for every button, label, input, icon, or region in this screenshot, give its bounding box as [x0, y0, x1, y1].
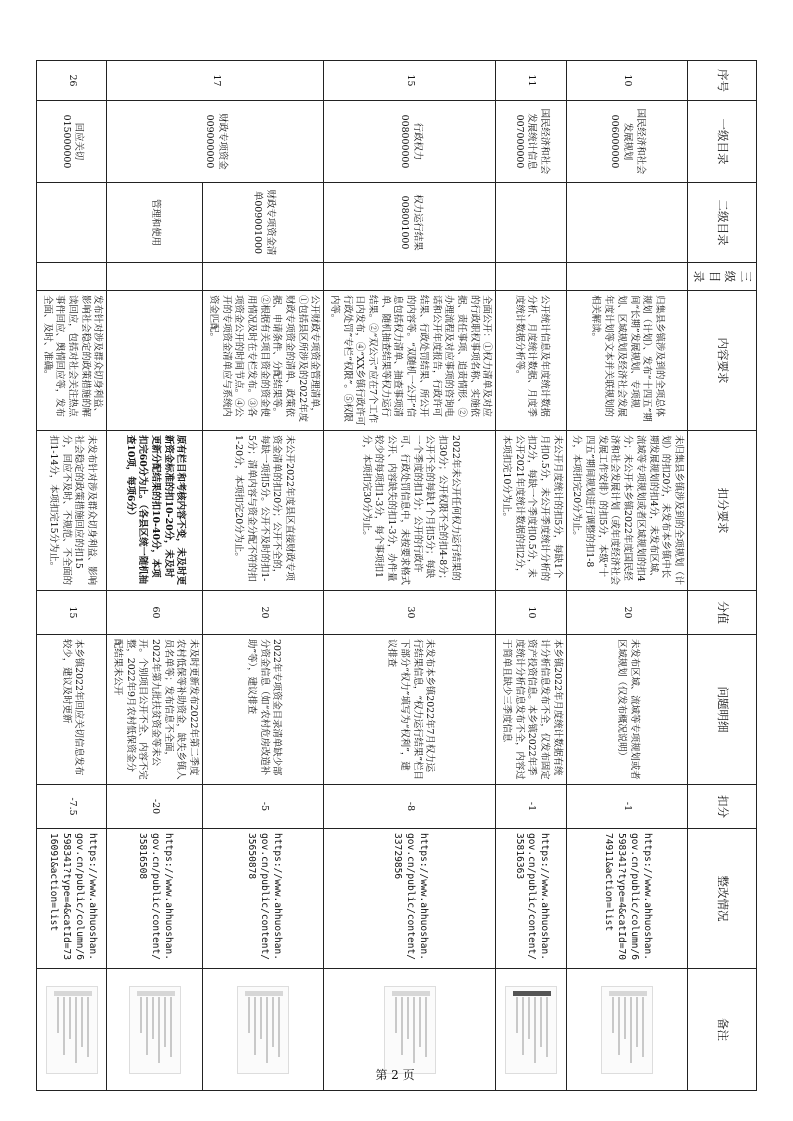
row-minus: -1 — [566, 785, 687, 829]
table-row — [496, 61, 566, 1091]
row-level3 — [107, 263, 203, 291]
header-row — [687, 61, 756, 1091]
header-note: 备注 — [687, 969, 756, 1091]
row-level2 — [36, 183, 106, 263]
row-level3 — [36, 263, 106, 291]
row-content: 归集县乡镇涉及到的全项总体规划（计划）、发布“十四五”期间“长期”发展规划、专项规划、区域规划及经济社会发展年度计划等文本并关联规划的相关解读。 — [566, 291, 687, 431]
row-issue: 未发布本乡镇2022年7月权力运行结果信息，“权力运行结果”栏目下部分“权力”填写为“权利”，建议排查 — [324, 635, 496, 785]
row-deduction: 未公开2022年度县区直接财政专项资金清单的扣20分；公开不全的，每缺一项扣5分。公开不及时的扣1-5分；清单内容与资金分配不符的扣1-20分，本项扣完20分为止。 — [203, 431, 324, 591]
assessment-table — [36, 60, 757, 1091]
row-issue: 2022年专项资金目录清单缺少部分资金信息（如“农村危房改造补助”等），建议排查 — [203, 635, 324, 785]
header-issue: 问题明细 — [687, 635, 756, 785]
screenshot-thumbnail — [601, 986, 653, 1074]
screenshot-thumbnail — [129, 986, 181, 1074]
screenshot-thumbnail — [384, 986, 436, 1074]
row-level2: 权力运行结果008001000 — [324, 183, 496, 263]
header-fix: 整改情况 — [687, 829, 756, 969]
row-level1: 国民经济和社会发展规划006000000 — [566, 101, 687, 183]
row-deduction: 未归集县乡镇涉及到的全项规划（计划）的扣20分，未发布本乡镇中长期发展规划的扣4分，未发布区域、流域等专项规划或者区域规划的扣4分；未公开本乡镇2022年度国民经济和社会发展计划（或年度经济社会发展工作安排）的扣5分，本级“十四五”期间规划进行调整的扣1-8分，本项扣完20分为止。 — [566, 431, 687, 591]
row-score: 10 — [496, 591, 566, 635]
row-level3 — [566, 263, 687, 291]
table-row — [203, 61, 324, 1091]
header-level2: 二级目录 — [687, 183, 756, 263]
row-minus: -5 — [203, 785, 324, 829]
row-score: 30 — [324, 591, 496, 635]
row-issue: 未发布区域、流域等专项规划或者区域规划（仅发布概况说明） — [566, 635, 687, 785]
row-issue: 未及时更新发布2022年第二季度农村低保等补助资金，缺失乡镇人员名单等；发布信息不全面，2022年第九批扶贫资金等未公开。个别项目公开不全、内容不完整，2022年9月农村低保资金分配结果未公开 — [107, 635, 203, 785]
row-note-thumbnail — [36, 969, 106, 1091]
row-note-thumbnail — [107, 969, 203, 1091]
header-score: 分值 — [687, 591, 756, 635]
row-level3 — [324, 263, 496, 291]
row-note-thumbnail — [566, 969, 687, 1091]
row-level2 — [566, 183, 687, 263]
row-fix-link[interactable]: https://www.ahhuoshan.gov.cn/public/content/35650878 — [203, 829, 324, 969]
row-no: 17 — [107, 61, 324, 101]
row-score: 20 — [566, 591, 687, 635]
header-minus: 扣分 — [687, 785, 756, 829]
row-level1: 财政专项资金009000000 — [107, 101, 324, 183]
row-level1: 回应关切015000000 — [36, 101, 106, 183]
row-level1: 国民经济和社会发展统计信息007000000 — [496, 101, 566, 183]
table-row — [36, 61, 106, 1091]
row-fix-link[interactable]: https://www.ahhuoshan.gov.cn/public/content/35816363 — [496, 829, 566, 969]
rotated-table-sheet — [41, 60, 757, 1090]
screenshot-thumbnail — [46, 986, 98, 1074]
row-level1: 行政权力008000000 — [324, 101, 496, 183]
row-level2 — [496, 183, 566, 263]
row-level3 — [496, 263, 566, 291]
header-no: 序号 — [687, 61, 756, 101]
row-content: 公开统计信息及年度统计数据分析、月度统计数据、月度季度统计数据分析等。 — [496, 291, 566, 431]
screenshot-thumbnail — [505, 986, 557, 1074]
row-content: 公开财政专项资金管理清单，①包括县区所涉及的2022年度财政专项资金的清单、政策依据、申请条件、分配结果等。②根据有关项目资金的资金使用情况及时在专栏发布。③各项资金公开的时间节点。④公开的专项资金清单应与系统内资金匹配。 — [203, 291, 324, 431]
screenshot-thumbnail — [237, 986, 289, 1074]
row-minus: -1 — [496, 785, 566, 829]
header-deduction: 扣分要求 — [687, 431, 756, 591]
table-row — [566, 61, 687, 1091]
row-minus: -20 — [107, 785, 203, 829]
row-content: 全面公开：①权力清单及对应的行政职权事项名称、实施依据、责任事项、追责情形、②办理流程及对应事项的咨询电话和公开年度报告，行政许可结果、行政处罚结果、所公开的内容等。“双随机一公开”信息包括权力清单、抽查事项清单、随机抽查结果等权力运行结果。②“双公示”应在7个工作日内发布，④“XX乡镇行政许可行政处罚”专栏“权限”。⑤权限内等。 — [324, 291, 496, 431]
row-no: 11 — [496, 61, 566, 101]
row-no: 26 — [36, 61, 106, 101]
page-number: 第 2 页 — [375, 1068, 415, 1082]
row-score: 15 — [36, 591, 106, 635]
row-issue: 本乡镇2022年月度统计数据有统计分析信息发布不全，仅发布固定资产投资信息。本乡镇2022年季度统计分析信息发布不全，内容过于简单且缺少三季度信息 — [496, 635, 566, 785]
table-row — [324, 61, 496, 1091]
row-fix-link[interactable]: https://www.ahhuoshan.gov.cn/public/content/33729856 — [324, 829, 496, 969]
row-fix-link[interactable]: https://www.ahhuoshan.gov.cn/public/content/35816508 — [107, 829, 203, 969]
row-fix-link[interactable]: https://www.ahhuoshan.gov.cn/public/column/6598341?type=4&catId=7074911&action=list — [566, 829, 687, 969]
row-content — [107, 291, 203, 431]
row-level3 — [203, 263, 324, 291]
row-issue: 本乡镇2022年回应关切信息发布较少，建议及时更新 — [36, 635, 106, 785]
row-note-thumbnail — [203, 969, 324, 1091]
row-level2: 财政专项资金清单009001000 — [203, 183, 324, 263]
row-minus: -7.5 — [36, 785, 106, 829]
row-score: 60 — [107, 591, 203, 635]
row-no: 10 — [566, 61, 687, 101]
row-fix-link[interactable]: https://www.ahhuoshan.gov.cn/public/column/6598341?type=4&catId=7316091&action=list — [36, 829, 106, 969]
header-level3: 三级目录 — [687, 263, 756, 291]
row-deduction: 2022年未公开任何权力运行结果的扣30分；公开权限不全的扣4-8分；公开不全的每缺1个月扣5分；每缺一个季度的扣1分；公开的行政许可、行政处罚信息中，未按要求格式公开、内容缺失的扣1-3分，办件量较少的每项扣1-3分，每个事项扣1分，本项扣完30分为止。 — [324, 431, 496, 591]
row-no: 15 — [324, 61, 496, 101]
row-score: 20 — [203, 591, 324, 635]
row-deduction: 原有栏目和考核内容不变，未及时更新资金标准的扣10-20分，未及时更新分配结果的扣10-40分，本项扣完60分为止。（各县区统一随机抽查10项，每项6分） — [107, 431, 203, 591]
header-content: 内容要求 — [687, 291, 756, 431]
row-note-thumbnail — [496, 969, 566, 1091]
table-row — [107, 61, 203, 1091]
row-deduction: 未公开月度统计的扣5分，每缺1个月扣0.5分，未公开季度统计分析的扣2分，每缺一个季度扣0.5分，未公开2021年度统计数据的扣2分，本项扣完10分为止。 — [496, 431, 566, 591]
row-level2: 管理和使用 — [107, 183, 203, 263]
header-level1: 一级目录 — [687, 101, 756, 183]
row-minus: -8 — [324, 785, 496, 829]
row-content: 发布针对涉及群众切身利益、影响社会稳定的政策措施的解读回应，包括对社会关注热点事件回应、舆情回应等，发布全面、及时、准确。 — [36, 291, 106, 431]
row-deduction: 未发布针对涉及群众切身利益、影响社会稳定的政策措施回应的扣15分，回应不及时、不规范、不全面的扣1-14分，本项扣完15分为止。 — [36, 431, 106, 591]
